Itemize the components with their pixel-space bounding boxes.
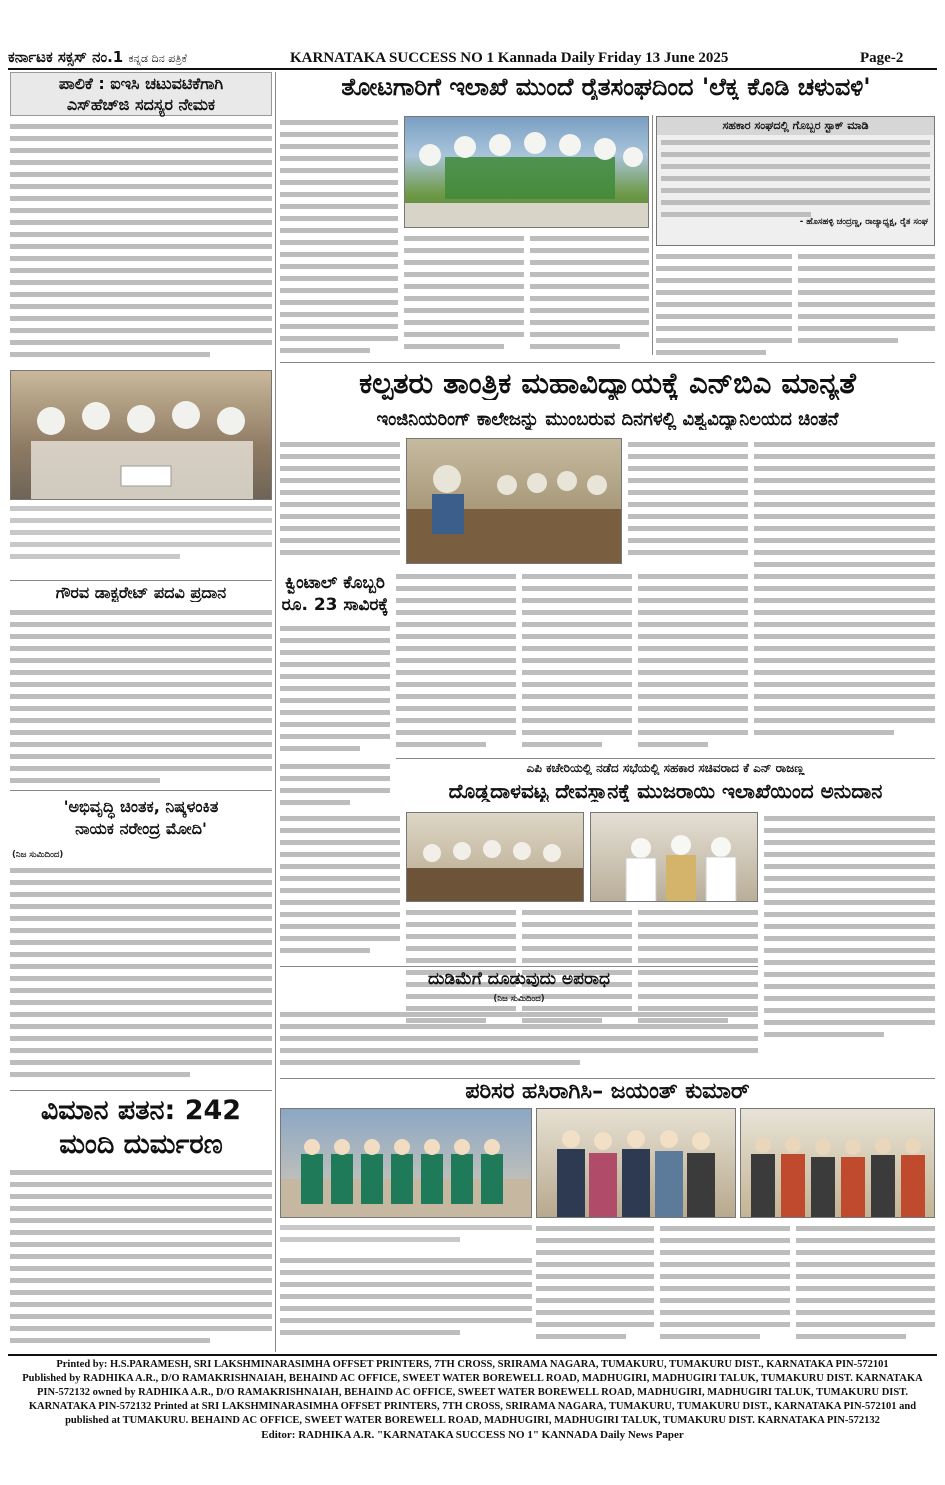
box-fertilizer	[656, 116, 935, 246]
article-engineering-body-6	[638, 570, 748, 756]
article-palike-body	[10, 120, 272, 365]
article-horticulture-body-3	[530, 232, 649, 358]
article-copra-body	[280, 622, 390, 756]
divider	[10, 1090, 272, 1091]
article-modi-body	[10, 864, 272, 1086]
imprint-line: Published by RADHIKA A.R., D/O RAMAKRISHNAIAH, BEHAIND AC OFFICE, SWEET WATER BOREWELL ROAD, MADHUGIRI, MADHUGIRI TALUK, TUMAKURU DIST. KARNATAKA	[22, 1373, 923, 1384]
editor-line: Editor: RADHIKA A.R. "KARNATAKA SUCCESS NO 1" KANNADA Daily News Paper	[261, 1429, 684, 1441]
photo-green-caption	[280, 1222, 532, 1250]
photo-caption	[10, 503, 272, 575]
article-temple-body	[280, 812, 400, 962]
box-fertilizer-signature: - ಹೊಸಹಳ್ಳಿ ಚಂದ್ರಣ್ಣ, ರಾಜ್ಯಾಧ್ಯಕ್ಷ, ರೈತ ಸಂಘ	[799, 217, 928, 228]
article-green-body-4	[280, 1254, 532, 1350]
article-green-body	[536, 1222, 654, 1350]
article-childlabour-body	[280, 1008, 758, 1076]
photo-green-officials	[536, 1108, 736, 1218]
article-horticulture-body-4	[656, 250, 792, 360]
imprint-footer	[8, 1358, 937, 1442]
article-doctorate-headline: ಗೌರವ ಡಾಕ್ಟರೇಟ್ ಪದವಿ ಪ್ರದಾನ	[55, 584, 227, 602]
article-horticulture-body	[280, 116, 398, 358]
divider	[280, 966, 758, 967]
divider	[10, 790, 272, 791]
divider	[280, 362, 935, 363]
page-number: Page-2	[860, 50, 904, 66]
article-doctorate-body	[10, 606, 272, 786]
footer-rule	[8, 1354, 937, 1356]
article-temple-headline: ದೊಡ್ಡದಾಳವಟ್ಟ ದೇವಸ್ಥಾನಕ್ಕೆ ಮುಜರಾಯಿ ಇಲಾಖೆಯಿಂದ ಅನುದಾನ	[448, 780, 883, 802]
masthead-rule	[8, 68, 937, 70]
box-fertilizer-body	[657, 137, 934, 217]
article-crash-body	[10, 1166, 272, 1351]
article-childlabour-headline: ದುಡಿಮೆಗೆ ದೂಡುವುದು ಅಪರಾಧ	[427, 970, 611, 989]
photo-temple-officials	[590, 812, 758, 902]
article-temple-body-5	[764, 812, 935, 1052]
masthead-date: Friday 13 June 2025	[598, 50, 729, 66]
article-temple-kicker: ಎಪಿ ಕಚೇರಿಯಲ್ಲಿ ನಡೆದ ಸಭೆಯಲ್ಲಿ ಸಹಕಾರ ಸಚಿವರಾದ ಕೆ ಎನ್ ರಾಜಣ್ಣ	[526, 762, 805, 775]
article-green-body-3	[796, 1222, 935, 1350]
article-engineering-body	[280, 438, 400, 566]
article-engineering-body-3	[754, 438, 935, 754]
photo-farmers-protest	[404, 116, 649, 228]
article-green-body-2	[660, 1222, 790, 1350]
article-engineering-body-5	[522, 570, 632, 756]
photo-green-students	[280, 1108, 532, 1218]
photo-green-ceremony	[740, 1108, 935, 1218]
article-crash-headline: ವಿಮಾನ ಪತನ: 242 ಮಂದಿ ದುರ್ಮರಣ	[40, 1095, 242, 1160]
imprint-line: KARNATAKA PIN-572132 Printed at SRI LAKSHMINARASIMHA OFFSET PRINTERS, 7TH CROSS, SRIRAMA NAGARA, TUMAKURU, TUMAKURU DIST., KARNATAKA PIN-572101 and	[28, 1401, 917, 1412]
imprint-line: published at TUMAKURU. BEHAIND AC OFFICE, SWEET WATER BOREWELL ROAD, MADHUGIRI, MADHUGIRI TALUK, TUMAKURU DIST. KARNATAKA PIN-572132	[65, 1415, 880, 1426]
article-engineering-subhead: ಇಂಜಿನಿಯರಿಂಗ್ ಕಾಲೇಜನ್ನು ಮುಂಬರುವ ದಿನಗಳಲ್ಲಿ ವಿಶ್ವವಿದ್ಯಾನಿಲಯದ ಚಿಂತನೆ	[376, 410, 839, 430]
divider	[396, 758, 935, 759]
article-engineering-body-2	[628, 438, 748, 566]
masthead-brand: ಕರ್ನಾಟಕ ಸಕ್ಸಸ್ ನಂ.1 ಕನ್ನಡ ದಿನ ಪತ್ರಿಕೆ	[8, 48, 187, 66]
article-engineering-body-4	[396, 570, 516, 756]
column-divider	[275, 72, 276, 1352]
photo-birthday-celebration	[10, 370, 272, 500]
article-green-headline: ಪರಿಸರ ಹಸಿರಾಗಿಸಿ– ಜಯಂತ್ ಕುಮಾರ್	[465, 1080, 750, 1104]
article-horticulture-body-5	[798, 250, 935, 360]
imprint-line: Printed by: H.S.PARAMESH, SRI LAKSHMINARASIMHA OFFSET PRINTERS, 7TH CROSS, SRIRAMA NAGARA, TUMAKURU, TUMAKURU DIST., KARNATAKA PIN-572101	[56, 1359, 889, 1370]
article-copra-body-2	[280, 760, 390, 812]
article-palike-headline: ಪಾಲಿಕೆ : ಐಇಸಿ ಚಟುವಟಿಕೆಗಾಗಿ ಎಸ್‌ಹೆಚ್‌ಜಿ ಸದಸ್ಯರ ನೇಮಕ	[10, 72, 272, 116]
article-horticulture-headline: ತೋಟಗಾರಿಗೆ ಇಲಾಖೆ ಮುಂದೆ ರೈತಸಂಘದಿಂದ 'ಲೆಕ್ಕ ಕೊಡಿ ಚಳುವಳಿ'	[341, 74, 871, 101]
divider	[10, 580, 272, 581]
article-engineering-headline: ಕಲ್ಪತರು ತಾಂತ್ರಿಕ ಮಹಾವಿದ್ಯಾಯಕ್ಕೆ ಎನ್‌ಬಿಎ ಮಾನ್ಯತೆ	[359, 368, 856, 400]
article-horticulture-body-2	[404, 232, 524, 358]
article-modi-headline: 'ಅಭಿವೃದ್ಧಿ ಚಿಂತಕ, ನಿಷ್ಕಳಂಕಿತ ನಾಯಕ ನರೇಂದ್ರ ಮೋದಿ'	[63, 797, 219, 838]
masthead-title: KARNATAKA SUCCESS NO 1 Kannada Daily	[290, 50, 595, 66]
article-modi-dateline: (ನಿಜ ಸುಮಿದಿಂದ)	[12, 850, 64, 860]
column-divider	[652, 115, 653, 355]
box-fertilizer-headline: ಸಹಕಾರ ಸಂಘದಲ್ಲಿ ಗೊಬ್ಬರ ಸ್ಟಾಕ್ ಮಾಡಿ	[657, 117, 934, 135]
article-copra-headline: ಕ್ವಿಂಟಾಲ್ ಕೊಬ್ಬರಿ ರೂ. 23 ಸಾವಿರಕ್ಕೆ	[281, 573, 389, 615]
photo-temple-meeting	[406, 812, 584, 902]
imprint-line: PIN-572132 owned by RADHIKA A.R., D/O RAMAKRISHNAIAH, BEHAIND AC OFFICE, SWEET WATER BOREWELL ROAD, MADHUGIRI, MADHUGIRI TALUK, TUMAKURU DIST.	[36, 1387, 909, 1398]
article-childlabour-dateline: (ನಿಜ ಸುಮಿದಿಂದ)	[493, 994, 545, 1004]
divider	[280, 1078, 935, 1079]
article-body-lines	[10, 120, 272, 365]
photo-college-meeting	[406, 438, 622, 564]
